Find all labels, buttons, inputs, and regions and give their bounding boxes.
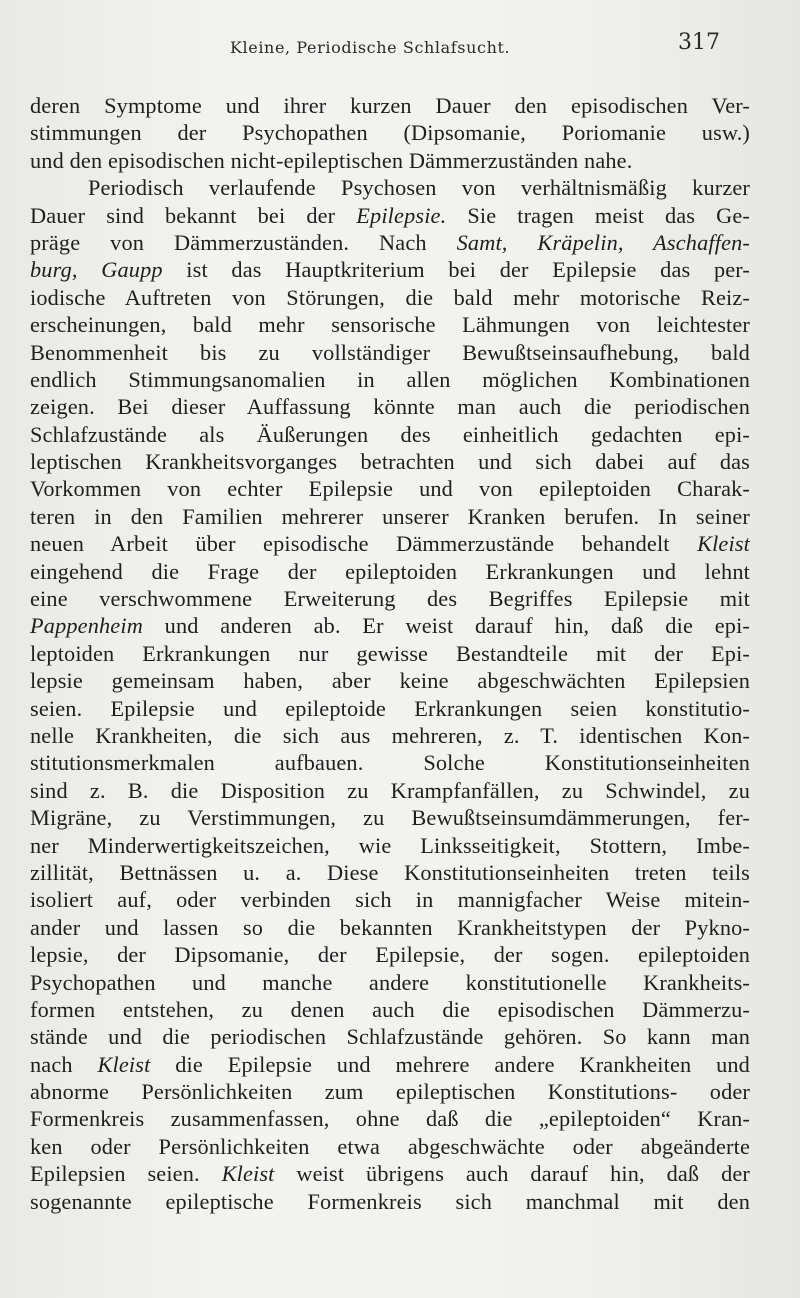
text-line: ander und lassen so die bekannten Krankheitstypen der Pykno-	[30, 914, 750, 940]
text-line: lepsie, der Dipsomanie, der Epilepsie, der sogen. epileptoiden	[30, 942, 750, 968]
text-line: Psychopathen und manche andere konstitutionelle Krankheits-	[30, 969, 750, 995]
text-line: sind z. B. die Disposition zu Krampfanfällen, zu Schwindel, zu	[30, 777, 750, 803]
text-line: leptoiden Erkrankungen nur gewisse Bestandteile mit der Epi-	[30, 640, 750, 666]
text-line: nach Kleist die Epilepsie und mehrere andere Krankheiten und	[30, 1051, 750, 1077]
body-text	[30, 92, 750, 1215]
text-line: Vorkommen von echter Epilepsie und von epileptoiden Charak-	[30, 476, 750, 502]
text-line: stände und die periodischen Schlafzustände gehören. So kann man	[30, 1024, 750, 1050]
text-line: endlich Stimmungsanomalien in allen möglichen Kombinationen	[30, 366, 750, 392]
text-line: eingehend die Frage der epileptoiden Erkrankungen und lehnt	[30, 558, 750, 584]
text-line: ner Minderwertigkeitszeichen, wie Linksseitigkeit, Stottern, Imbe-	[30, 832, 750, 858]
text-line: Schlafzustände als Äußerungen des einheitlich gedachten epi-	[30, 421, 750, 447]
text-line: Formenkreis zusammenfassen, ohne daß die „epileptoiden“ Kran-	[30, 1106, 750, 1132]
text-line: ken oder Persönlichkeiten etwa abgeschwächte oder abgeänderte	[30, 1133, 750, 1159]
text-line: und den episodischen nicht-epileptischen Dämmerzuständen nahe.	[30, 147, 633, 173]
text-line: Benommenheit bis zu vollständiger Bewußtseinsaufhebung, bald	[30, 339, 750, 365]
text-line: teren in den Familien mehrerer unserer Kranken berufen. In seiner	[30, 503, 750, 529]
text-line: präge von Dämmerzuständen. Nach Samt, Kräpelin, Aschaffen-	[30, 229, 750, 255]
text-line: zillität, Bettnässen u. a. Diese Konstitutionseinheiten treten teils	[30, 859, 750, 885]
text-line: Dauer sind bekannt bei der Epilepsie. Sie tragen meist das Ge-	[30, 202, 750, 228]
text-line: sogenannte epileptische Formenkreis sich manchmal mit den	[30, 1188, 750, 1214]
running-title: Kleine, Periodische Schlafsucht.	[230, 38, 511, 57]
text-line: stimmungen der Psychopathen (Dipsomanie, Poriomanie usw.)	[30, 120, 750, 146]
text-line: stitutionsmerkmalen aufbauen. Solche Konstitutionseinheiten	[30, 750, 750, 776]
text-line: leptischen Krankheitsvorganges betrachten und sich dabei auf das	[30, 449, 750, 475]
text-line: deren Symptome und ihrer kurzen Dauer den episodischen Ver-	[30, 93, 750, 118]
text-line: Periodisch verlaufende Psychosen von verhältnismäßig kurzer	[88, 175, 750, 201]
text-line: erscheinungen, bald mehr sensorische Lähmungen von leichtester	[30, 312, 750, 338]
text-line: neuen Arbeit über episodische Dämmerzustände behandelt Kleist	[30, 531, 750, 557]
text-line: abnorme Persönlichkeiten zum epileptischen Konstitutions- oder	[30, 1079, 750, 1105]
text-line: burg, Gaupp ist das Hauptkriterium bei der Epilepsie das per-	[30, 257, 750, 283]
text-line: iodische Auftreten von Störungen, die bald mehr motorische Reiz-	[30, 284, 750, 310]
text-line: Pappenheim und anderen ab. Er weist darauf hin, daß die epi-	[30, 613, 750, 639]
text-line: nelle Krankheiten, die sich aus mehreren, z. T. identischen Kon-	[30, 722, 750, 748]
text-line: zeigen. Bei dieser Auffassung könnte man auch die periodischen	[30, 394, 750, 420]
text-line: isoliert auf, oder verbinden sich in mannigfacher Weise mitein-	[30, 887, 750, 913]
text-line: formen entstehen, zu denen auch die episodischen Dämmerzu-	[30, 996, 750, 1022]
text-line: seien. Epilepsie und epileptoide Erkrankungen seien konstitutio-	[30, 695, 750, 721]
text-line: eine verschwommene Erweiterung des Begriffes Epilepsie mit	[30, 586, 750, 612]
text-line: Migräne, zu Verstimmungen, zu Bewußtseinsumdämmerungen, fer-	[30, 805, 750, 831]
text-line: lepsie gemeinsam haben, aber keine abgeschwächten Epilepsien	[30, 668, 750, 694]
page-number: 317	[678, 30, 720, 55]
text-line: Epilepsien seien. Kleist weist übrigens auch darauf hin, daß der	[30, 1161, 750, 1187]
page-header	[60, 30, 720, 64]
